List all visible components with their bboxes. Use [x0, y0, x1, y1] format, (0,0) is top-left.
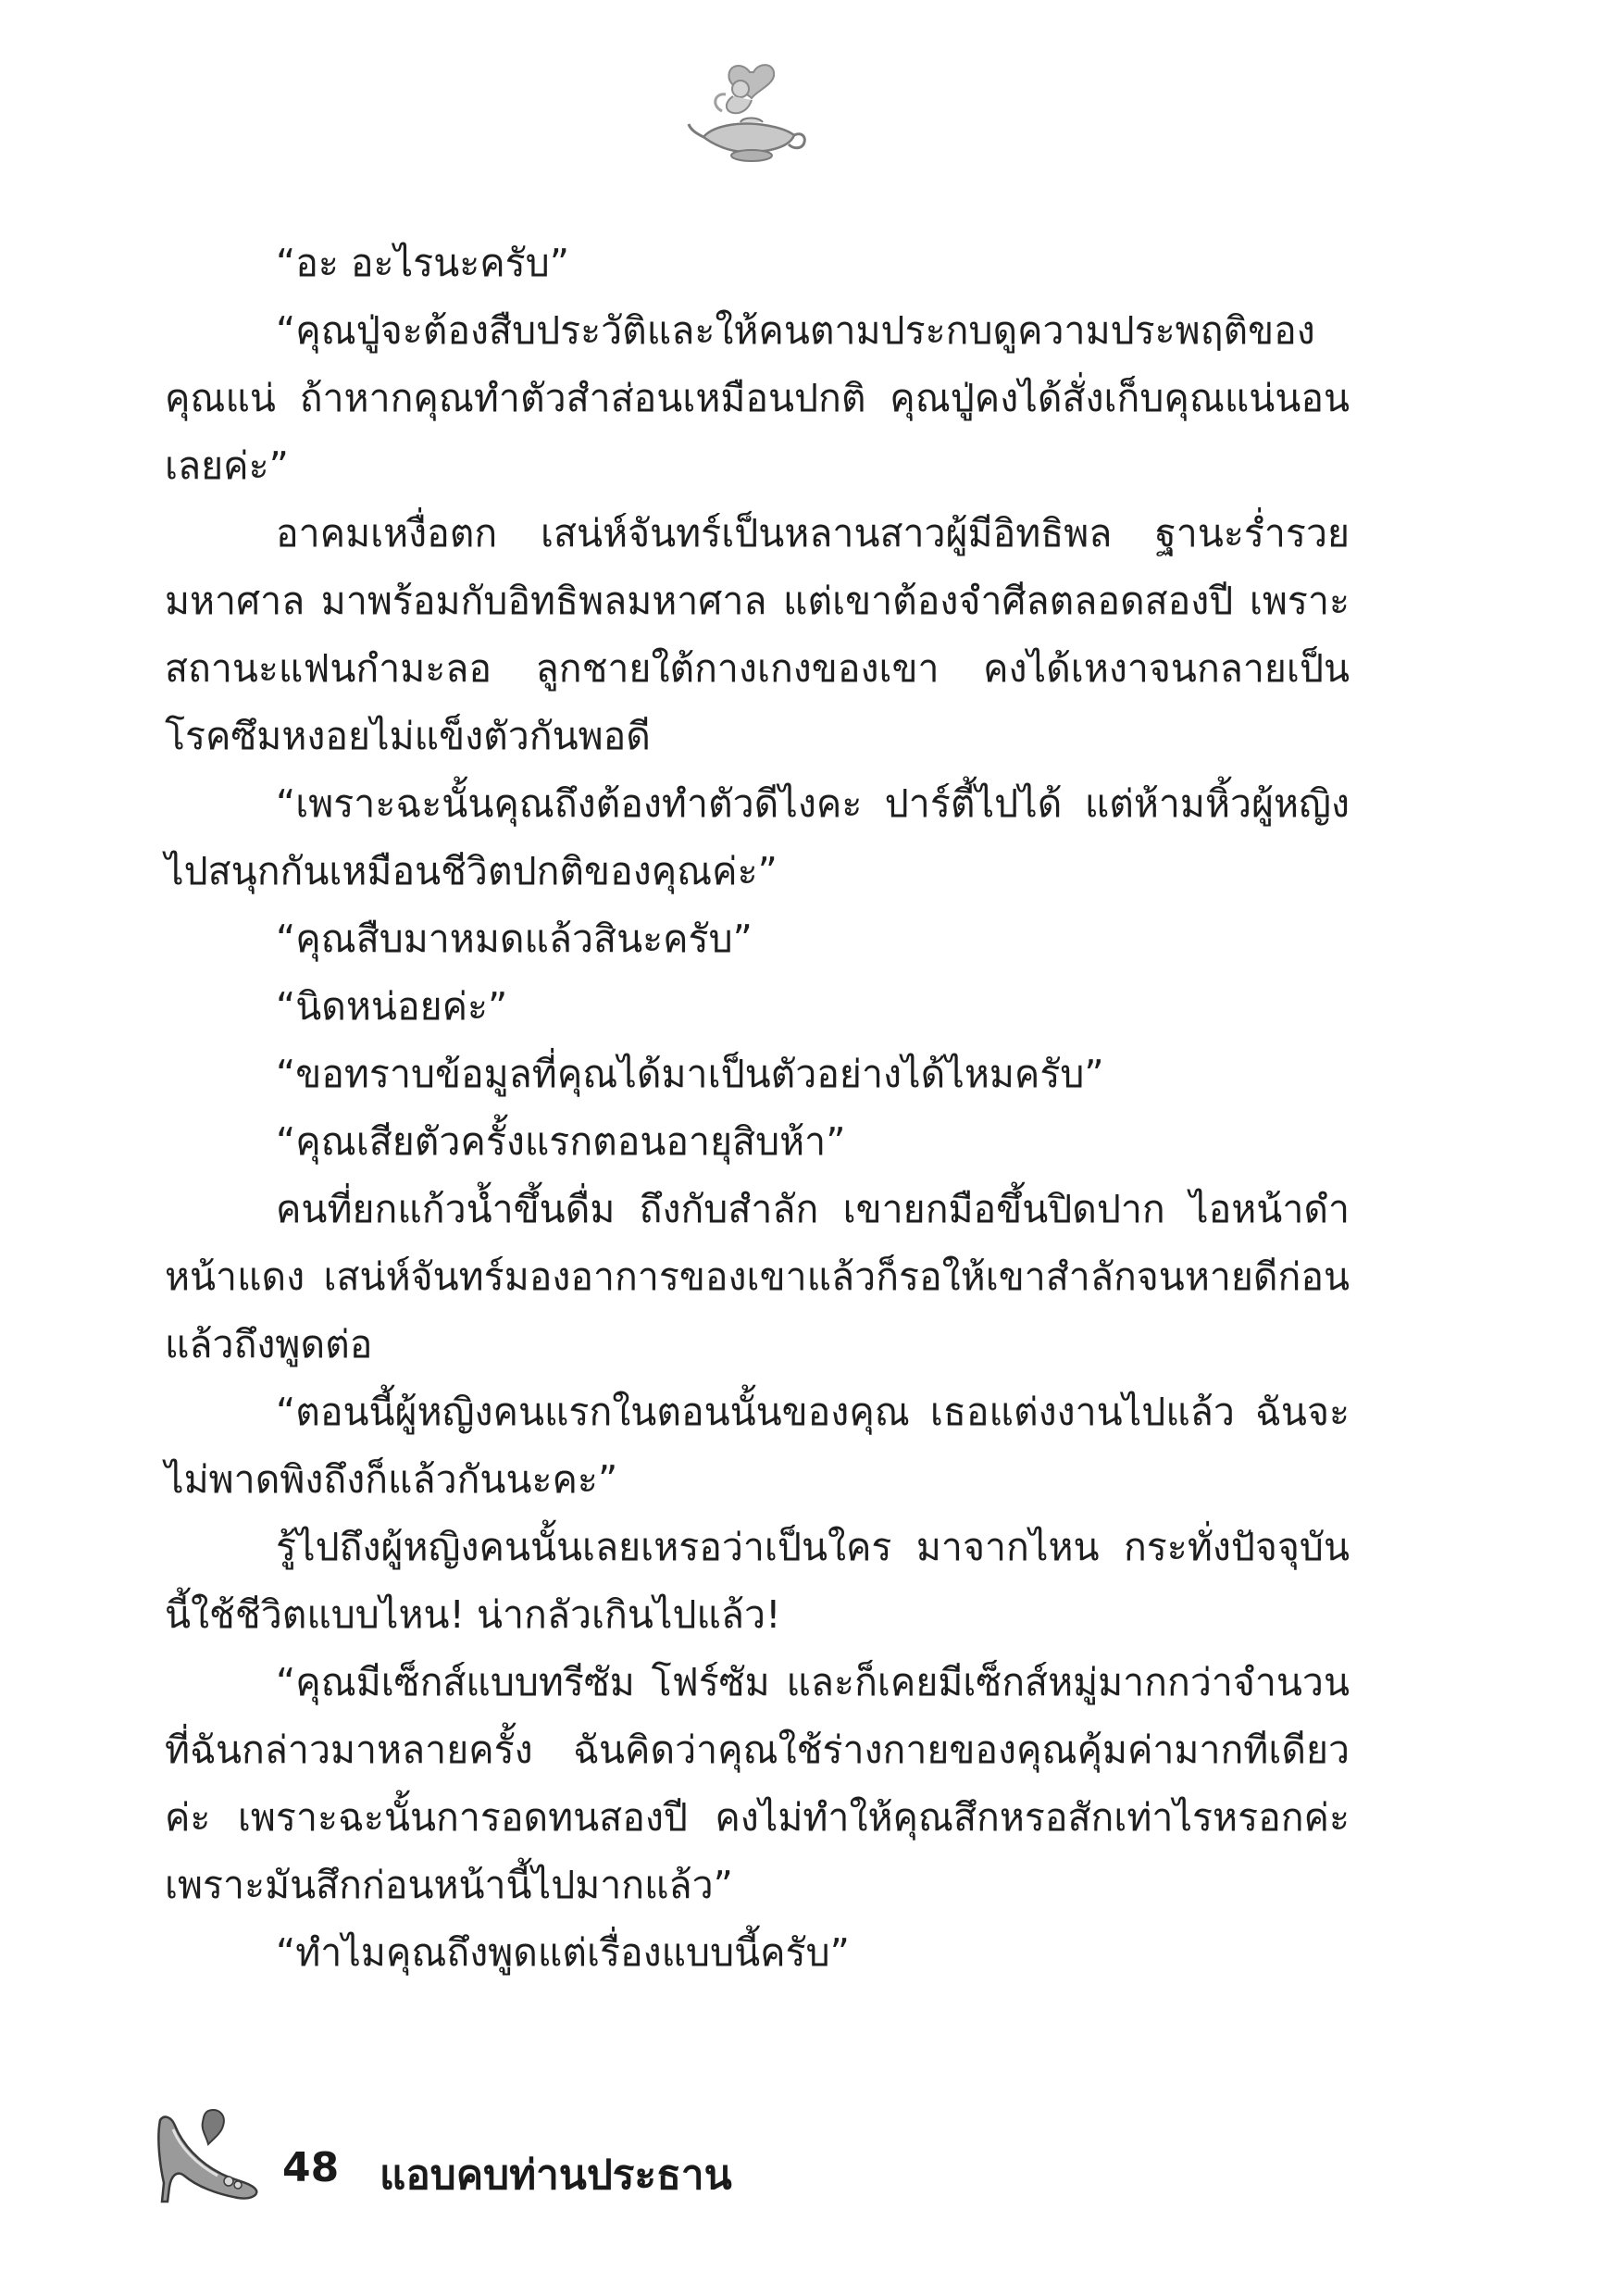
body-text [165, 230, 1350, 1987]
paragraph: “คุณปู่จะต้องสืบประวัติและให้คนตามประกบดูความประพฤติของคุณแน่ ถ้าหากคุณทำตัวสำส่อนเหมือนปกติ คุณปู่คงได้สั่งเก็บคุณแน่นอนเลยค่ะ” [165, 308, 1350, 488]
book-title: แอบคบท่านประธาน [380, 2152, 732, 2199]
paragraph: “อะ อะไรนะครับ” [276, 241, 569, 285]
paragraph: “นิดหน่อยค่ะ” [276, 984, 508, 1029]
high-heel-shoe-icon [153, 2102, 264, 2213]
paragraph: “คุณสืบมาหมดแล้วสินะครับ” [276, 917, 753, 961]
page-number: 48 [282, 2144, 340, 2191]
paragraph: “ทำไมคุณถึงพูดแต่เรื่องแบบนี้ครับ” [276, 1930, 850, 1975]
paragraph: “ตอนนี้ผู้หญิงคนแรกในตอนนั้นของคุณ เธอแต่งงานไปแล้ว ฉันจะไม่พาดพิงถึงก็แล้วกันนะคะ” [165, 1390, 1350, 1502]
paragraph: คนที่ยกแก้วน้ำขึ้นดื่ม ถึงกับสำลัก เขายกมือขึ้นปิดปาก ไอหน้าดำหน้าแดง เสน่ห์จันทร์มองอาการของเขาแล้วก็รอให้เขาสำลักจนหายดีก่อนแล้วถึงพูดต่อ [165, 1187, 1350, 1366]
paragraph: “ขอทราบข้อมูลที่คุณได้มาเป็นตัวอย่างได้ไหมครับ” [276, 1052, 1104, 1096]
cupid-teapot-ornament-icon [685, 56, 815, 167]
paragraph: รู้ไปถึงผู้หญิงคนนั้นเลยเหรอว่าเป็นใคร มาจากไหน กระทั่งปัจจุบันนี้ใช้ชีวิตแบบไหน! น่ากลัวเกินไปแล้ว! [165, 1525, 1350, 1637]
paragraph: “เพราะฉะนั้นคุณถึงต้องทำตัวดีไงคะ ปาร์ตี้ไปได้ แต่ห้ามหิ้วผู้หญิงไปสนุกกันเหมือนชีวิตปกติของคุณค่ะ” [165, 781, 1350, 893]
paragraph: อาคมเหงื่อตก เสน่ห์จันทร์เป็นหลานสาวผู้มีอิทธิพล ฐานะร่ำรวยมหาศาล มาพร้อมกับอิทธิพลมหาศาล แต่เขาต้องจำศีลตลอดสองปี เพราะสถานะแฟนกำมะลอ ลูกชายใต้กางเกงของเขา คงได้เหงาจนกลายเป็นโรคซึมหงอยไม่แข็งตัวกันพอดี [165, 511, 1350, 758]
paragraph: “คุณเสียตัวครั้งแรกตอนอายุสิบห้า” [276, 1119, 846, 1164]
page-footer [153, 2102, 986, 2222]
paragraph: “คุณมีเซ็กส์แบบทรีซัม โฟร์ซัม และก็เคยมีเซ็กส์หมู่มากกว่าจำนวนที่ฉันกล่าวมาหลายครั้ง ฉันคิดว่าคุณใช้ร่างกายของคุณคุ้มค่ามากทีเดียวค่ะ เพราะฉะนั้นการอดทนสองปี คงไม่ทำให้คุณสึกหรอสักเท่าไรหรอกค่ะเพราะมันสึกก่อนหน้านี้ไปมากแล้ว” [165, 1660, 1350, 1907]
